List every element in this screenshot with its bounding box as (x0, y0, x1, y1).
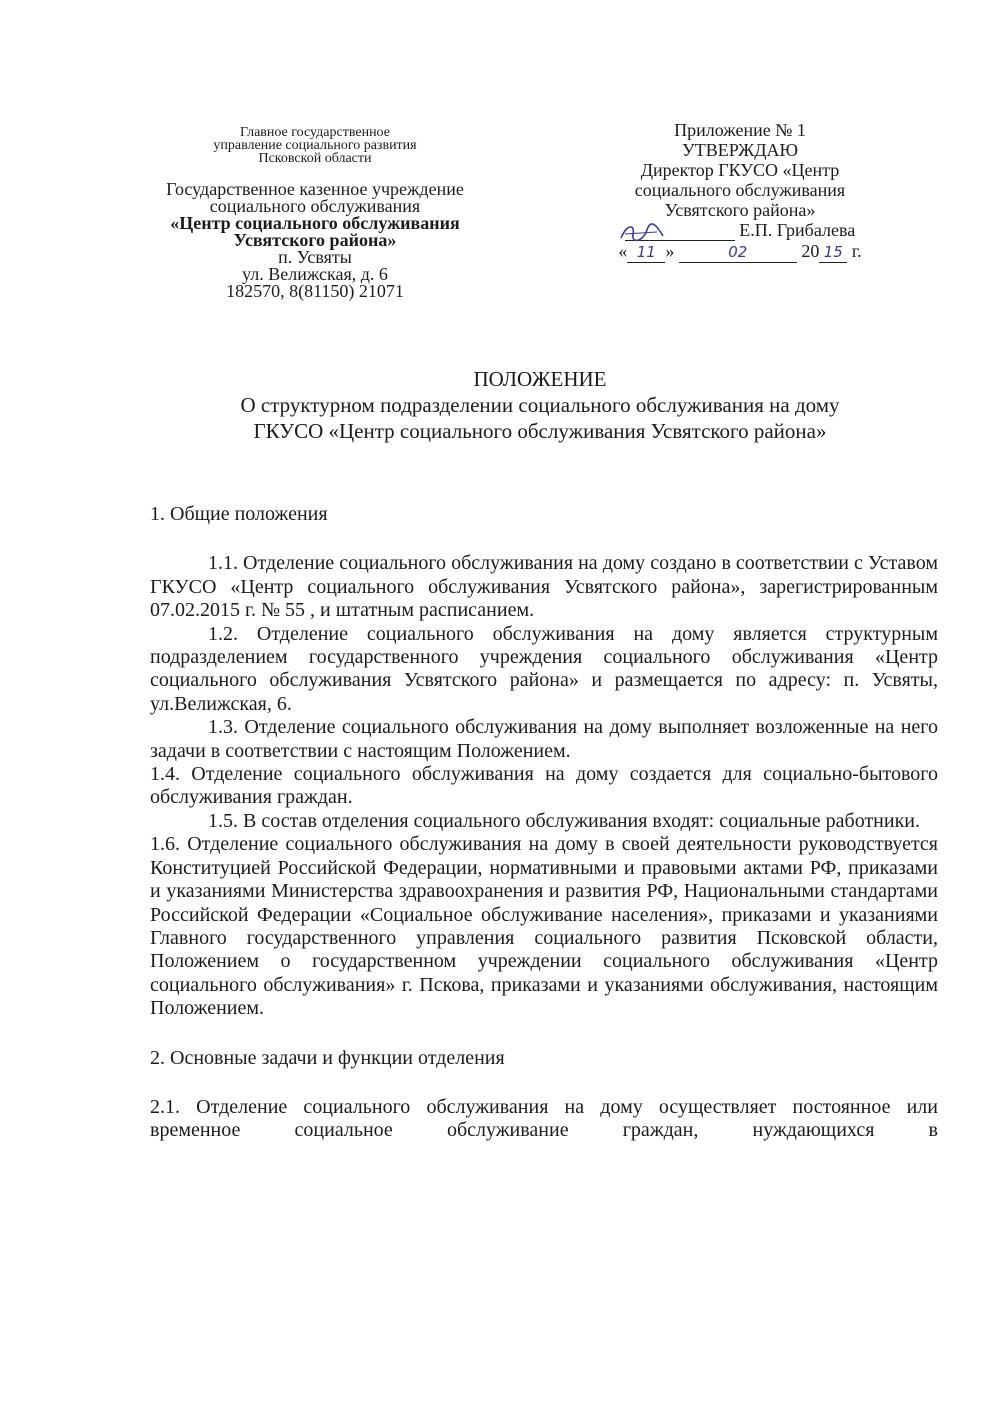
organization-header (140, 126, 490, 300)
date-month: 02 (679, 242, 797, 263)
org-address: п. Усвяты (278, 247, 352, 267)
org-line: социального обслуживания (209, 196, 421, 216)
approve-label: УТВЕРЖДАЮ (681, 140, 799, 160)
signature-scribble (617, 222, 667, 244)
director-title: социального обслуживания (634, 180, 846, 200)
paragraph: 1.1. Отделение социального обслуживания на дому создано в соответствии с Уставом ГКУСО «Центр социального обслуживания Усвятского района», зарегистрированным 07.02.2015 г. № 55 , и штатным расписанием. (150, 552, 938, 622)
org-address: ул. Велижская, д. 6 (242, 264, 388, 284)
document-body (150, 503, 938, 1143)
signer-name: Е.П. Грибалева (739, 220, 856, 240)
title-main: ПОЛОЖЕНИЕ (473, 367, 607, 391)
director-title: Директор ГКУСО «Центр (640, 160, 840, 180)
org-name: «Центр социального обслуживания (170, 213, 460, 233)
approval-date: « 11 » 02 20 15 г. (618, 241, 862, 261)
title-subtitle: ГКУСО «Центр социального обслуживания Усвятского района» (253, 419, 827, 443)
org-line: Псковской области (258, 151, 372, 166)
org-line: Главное государственное (240, 125, 390, 140)
appendix-label: Приложение № 1 (674, 120, 806, 140)
document-title (150, 366, 930, 444)
date-year: 15 (819, 242, 847, 263)
org-phone: 182570, 8(81150) 21071 (226, 281, 404, 301)
org-line: управление социального развития (213, 138, 417, 153)
org-name: Усвятского района» (233, 230, 397, 250)
paragraph: 1.2. Отделение социального обслуживания на дому является структурным подразделением государственного учреждения социального обслуживания «Центр социального обслуживания Усвятского района» и размещается по адресу: п. Усвяты, ул.Велижская, 6. (150, 622, 938, 715)
org-line: Государственное казенное учреждение (166, 179, 464, 199)
date-day: 11 (627, 242, 665, 263)
section-heading: 2. Основные задачи и функции отделения (150, 1046, 505, 1069)
paragraph: 2.1. Отделение социального обслуживания на дому осуществляет постоянное или временное социальное обслуживание граждан, нуждающихся в (150, 1095, 938, 1142)
title-subtitle: О структурном подразделении социального обслуживания на дому (240, 393, 840, 417)
paragraph: 1.4. Отделение социального обслуживания на дому создается для социально-бытового обслуживания граждан. (150, 763, 938, 809)
section-heading: 1. Общие положения (150, 503, 328, 525)
paragraph: 1.3. Отделение социального обслуживания на дому выполняет возложенные на него задачи в соответствии с настоящим Положением. (150, 716, 938, 762)
paragraph: 1.5. В состав отделения социального обслуживания входят: социальные работники. (208, 809, 921, 832)
paragraph: 1.6. Отделение социального обслуживания на дому в своей деятельности руководствуется Конституцией Российской Федерации, нормативными и правовыми актами РФ, приказами и указаниями Министерства здравоохранения и развития РФ, Национальными стандартами Российской Федерации «Социальное обслуживание населения», приказами и указаниями Главного государственного управления социального развития Псковской области, Положением о государственном учреждении социального обслуживания «Центр социального обслуживания» г. Пскова, приказами и указаниями обслуживания, настоящим Положением. (150, 833, 938, 1020)
director-title: Усвятского района» (664, 200, 816, 220)
